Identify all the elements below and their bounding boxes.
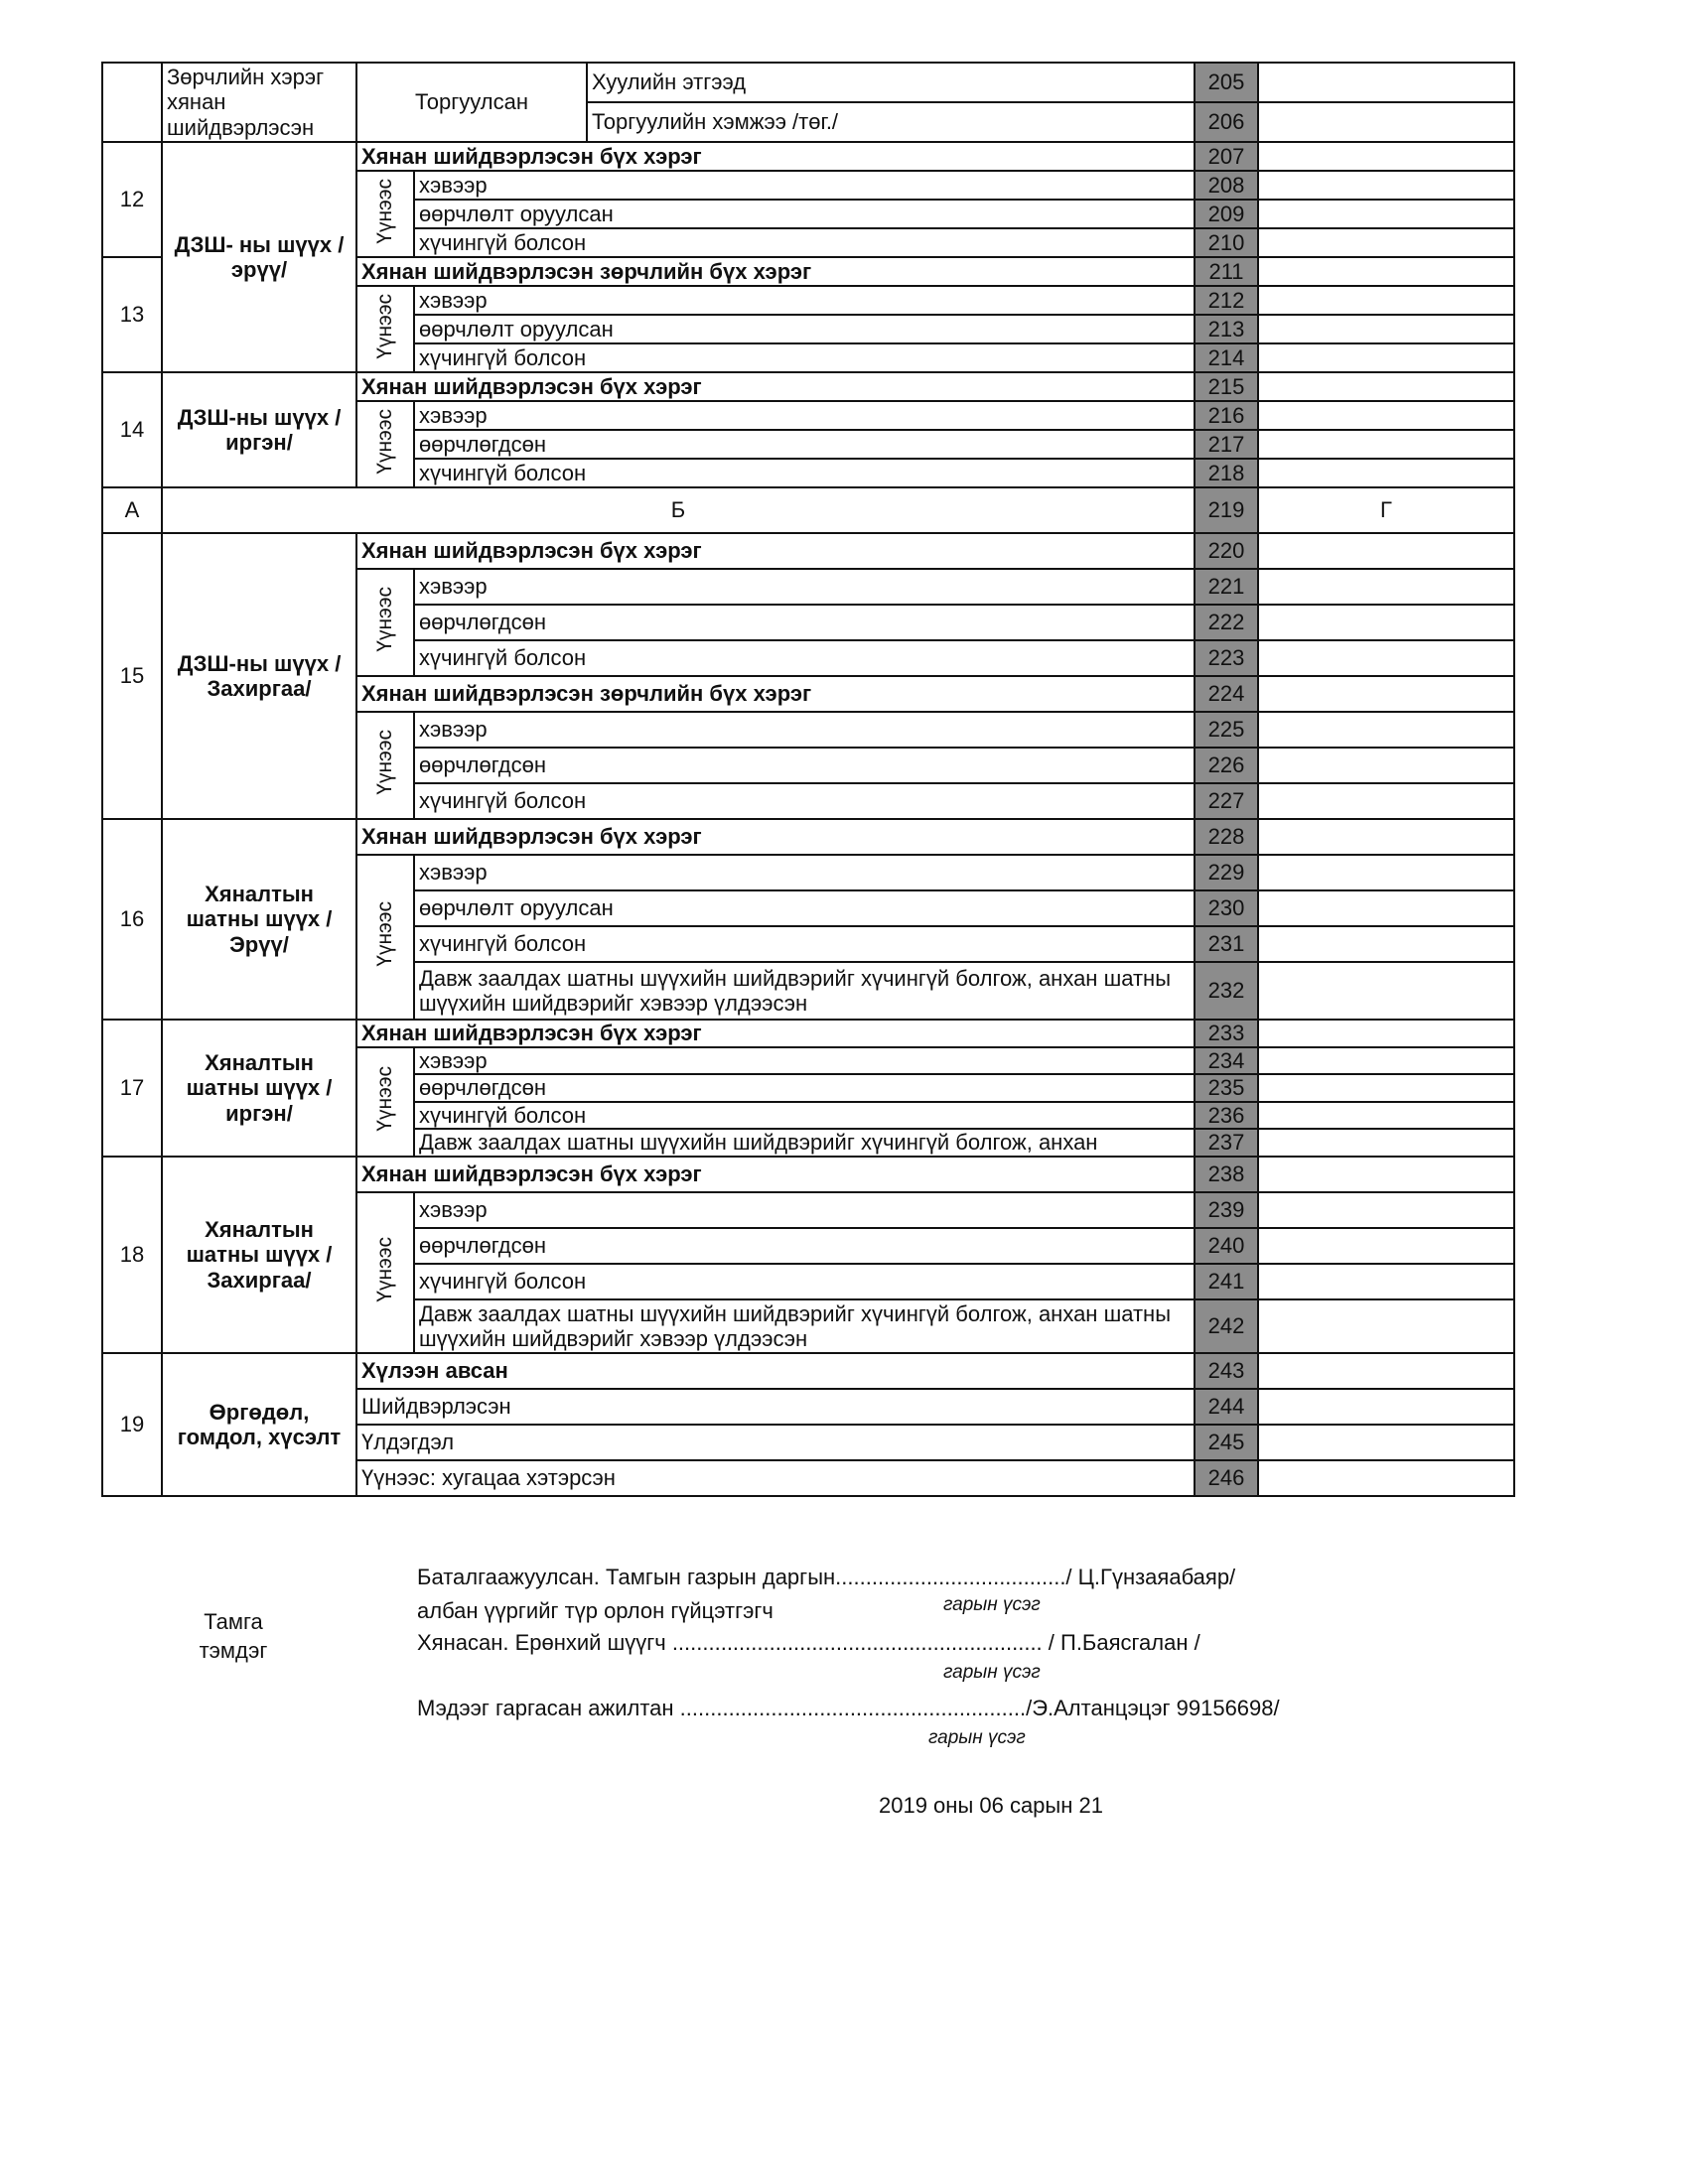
row-code: 241	[1195, 1264, 1258, 1299]
subgroup-label: Торгуулсан	[356, 63, 587, 142]
row-code: 230	[1195, 890, 1258, 926]
row-code: 209	[1195, 200, 1258, 228]
row-label: хэвээр	[414, 855, 1195, 890]
row-label: хэвээр	[414, 712, 1195, 748]
value-cell[interactable]	[1258, 855, 1514, 890]
section-title: ДЗШ-ны шүүх /иргэн/	[162, 372, 356, 487]
row-code: 220	[1195, 533, 1258, 569]
row-label: өөрчлөгдсөн	[414, 748, 1195, 783]
value-cell[interactable]	[1258, 257, 1514, 286]
value-cell[interactable]	[1258, 1264, 1514, 1299]
row-code: 227	[1195, 783, 1258, 819]
row-code: 226	[1195, 748, 1258, 783]
value-cell[interactable]	[1258, 286, 1514, 315]
row-number: 15	[102, 533, 162, 819]
row-label: Давж заалдах шатны шүүхийн шийдвэрийг хүчингүй болгож, анхан	[414, 1129, 1195, 1157]
header-g: Г	[1258, 487, 1514, 533]
row-code: 238	[1195, 1157, 1258, 1192]
row-code: 211	[1195, 257, 1258, 286]
row-label: Хянан шийдвэрлэсэн бүх хэрэг	[356, 533, 1195, 569]
row-label: өөрчлөгдсөн	[414, 1074, 1195, 1101]
section-title: Хяналтын шатны шүүх /иргэн/	[162, 1020, 356, 1157]
value-cell[interactable]	[1258, 748, 1514, 783]
row-code: 224	[1195, 676, 1258, 712]
group-label: Үүнээс	[356, 1192, 414, 1353]
value-cell[interactable]	[1258, 1157, 1514, 1192]
author-line: Мэдээг гаргасан ажилтан ........................................................./Э.Алтанцэцэг 99156698/	[417, 1696, 1280, 1720]
value-cell[interactable]	[1258, 1129, 1514, 1157]
value-cell[interactable]	[1258, 712, 1514, 748]
group-label: Үүнээс	[356, 569, 414, 676]
signature-caption: гарын үсэг	[943, 1662, 1041, 1683]
header-b: Б	[162, 487, 1195, 533]
value-cell[interactable]	[1258, 1460, 1514, 1496]
value-cell[interactable]	[1258, 1389, 1514, 1425]
row-label: хүчингүй болсон	[414, 783, 1195, 819]
value-cell[interactable]	[1258, 171, 1514, 200]
value-cell[interactable]	[1258, 343, 1514, 372]
row-label: Хянан шийдвэрлэсэн бүх хэрэг	[356, 1020, 1195, 1047]
value-cell[interactable]	[1258, 1047, 1514, 1074]
value-cell[interactable]	[1258, 569, 1514, 605]
section-title: ДЗШ-ны шүүх /Захиргаа/	[162, 533, 356, 819]
value-cell[interactable]	[1258, 1020, 1514, 1047]
row-code: 232	[1195, 962, 1258, 1020]
value-cell[interactable]	[1258, 640, 1514, 676]
value-cell[interactable]	[1258, 459, 1514, 487]
table-row	[102, 372, 1514, 401]
row-number: 16	[102, 819, 162, 1020]
signature-caption: гарын үсэг	[928, 1727, 1026, 1748]
row-label: хүчингүй болсон	[414, 343, 1195, 372]
table-row	[102, 1157, 1514, 1192]
value-cell[interactable]	[1258, 142, 1514, 171]
row-code: 216	[1195, 401, 1258, 430]
value-cell[interactable]	[1258, 102, 1514, 142]
row-label: өөрчлөгдсөн	[414, 1228, 1195, 1264]
row-code: 223	[1195, 640, 1258, 676]
row-code: 239	[1195, 1192, 1258, 1228]
row-code: 236	[1195, 1102, 1258, 1129]
row-label: Торгуулийн хэмжээ /төг./	[587, 102, 1195, 142]
section-title: Зөрчлийн хэрэг хянан шийдвэрлэсэн	[162, 63, 356, 142]
stamp-label: Тамга тэмдэг	[199, 1609, 268, 1663]
row-label: Үүнээс: хугацаа хэтэрсэн	[356, 1460, 1195, 1496]
row-label: хэвээр	[414, 1192, 1195, 1228]
section-title: Хяналтын шатны шүүх /Эрүү/	[162, 819, 356, 1020]
value-cell[interactable]	[1258, 430, 1514, 459]
row-code: 212	[1195, 286, 1258, 315]
row-code: 244	[1195, 1389, 1258, 1425]
row-code: 214	[1195, 343, 1258, 372]
row-label: Давж заалдах шатны шүүхийн шийдвэрийг хүчингүй болгож, анхан шатны шүүхийн шийдвэрийг хэвээр үлдээсэн	[414, 962, 1195, 1020]
approval-role-line: албан үүргийг түр орлон гүйцэтгэгч	[417, 1598, 774, 1623]
signature-caption: гарын үсэг	[943, 1594, 1041, 1615]
row-code: 228	[1195, 819, 1258, 855]
row-label: Шийдвэрлэсэн	[356, 1389, 1195, 1425]
value-cell[interactable]	[1258, 533, 1514, 569]
value-cell[interactable]	[1258, 1299, 1514, 1353]
approval-line: Баталгаажуулсан. Тамгын газрын даргын....................................../ Ц.Гүнзаяабаяр/	[417, 1565, 1236, 1589]
row-code: 221	[1195, 569, 1258, 605]
group-label: Үүнээс	[356, 712, 414, 819]
table-row	[102, 1353, 1514, 1389]
row-number: 19	[102, 1353, 162, 1496]
value-cell[interactable]	[1258, 1192, 1514, 1228]
report-table	[101, 62, 1515, 1497]
row-number: 14	[102, 372, 162, 487]
value-cell[interactable]	[1258, 401, 1514, 430]
row-label: өөрчлөлт оруулсан	[414, 200, 1195, 228]
row-label: өөрчлөгдсөн	[414, 430, 1195, 459]
group-label: Үүнээс	[356, 286, 414, 372]
row-label: хүчингүй болсон	[414, 640, 1195, 676]
value-cell[interactable]	[1258, 1074, 1514, 1101]
row-code: 242	[1195, 1299, 1258, 1353]
row-number: 13	[102, 257, 162, 372]
row-label: Хянан шийдвэрлэсэн бүх хэрэг	[356, 372, 1195, 401]
value-cell[interactable]	[1258, 315, 1514, 343]
section-title: ДЗШ- ны шүүх /эрүү/	[162, 142, 356, 372]
row-label: Хянан шийдвэрлэсэн бүх хэрэг	[356, 819, 1195, 855]
row-code: 246	[1195, 1460, 1258, 1496]
row-label: Хүлээн авсан	[356, 1353, 1195, 1389]
row-code: 222	[1195, 605, 1258, 640]
row-code: 217	[1195, 430, 1258, 459]
row-label: Хянан шийдвэрлэсэн зөрчлийн бүх хэрэг	[356, 257, 1195, 286]
section-title: Өргөдөл, гомдол, хүсэлт	[162, 1353, 356, 1496]
header-a: А	[102, 487, 162, 533]
reviewer-line: Хянасан. Ерөнхий шүүгч ............................................................. / П.Баясгалан /	[417, 1630, 1200, 1655]
row-label: хэвээр	[414, 1047, 1195, 1074]
row-label: Хянан шийдвэрлэсэн бүх хэрэг	[356, 1157, 1195, 1192]
row-label: өөрчлөлт оруулсан	[414, 890, 1195, 926]
row-code: 229	[1195, 855, 1258, 890]
row-label: Давж заалдах шатны шүүхийн шийдвэрийг хүчингүй болгож, анхан шатны шүүхийн шийдвэрийг хэвээр үлдээсэн	[414, 1299, 1195, 1353]
value-cell[interactable]	[1258, 200, 1514, 228]
row-code: 210	[1195, 228, 1258, 257]
table-row	[102, 819, 1514, 855]
row-code: 233	[1195, 1020, 1258, 1047]
value-cell[interactable]	[1258, 676, 1514, 712]
table-row	[102, 142, 1514, 171]
table-row	[102, 63, 1514, 102]
group-label: Үүнээс	[356, 855, 414, 1020]
row-code: 219	[1195, 487, 1258, 533]
row-code: 225	[1195, 712, 1258, 748]
row-code: 243	[1195, 1353, 1258, 1389]
value-cell[interactable]	[1258, 890, 1514, 926]
row-code: 240	[1195, 1228, 1258, 1264]
row-number: 12	[102, 142, 162, 257]
row-label: Үлдэгдэл	[356, 1425, 1195, 1460]
table-row	[102, 1020, 1514, 1047]
row-code: 218	[1195, 459, 1258, 487]
row-label: хэвээр	[414, 569, 1195, 605]
row-label: хүчингүй болсон	[414, 1264, 1195, 1299]
row-number: 17	[102, 1020, 162, 1157]
value-cell[interactable]	[1258, 1102, 1514, 1129]
row-code: 231	[1195, 926, 1258, 962]
row-label: Хуулийн этгээд	[587, 63, 1195, 102]
row-code: 207	[1195, 142, 1258, 171]
row-code: 213	[1195, 315, 1258, 343]
row-code: 205	[1195, 63, 1258, 102]
row-code: 208	[1195, 171, 1258, 200]
row-number: 18	[102, 1157, 162, 1353]
row-label: Хянан шийдвэрлэсэн бүх хэрэг	[356, 142, 1195, 171]
report-date: 2019 оны 06 сарын 21	[879, 1793, 1103, 1818]
value-cell[interactable]	[1258, 1425, 1514, 1460]
row-label: хэвээр	[414, 171, 1195, 200]
row-label: хүчингүй болсон	[414, 1102, 1195, 1129]
value-cell[interactable]	[1258, 63, 1514, 102]
row-code: 245	[1195, 1425, 1258, 1460]
table-row	[102, 533, 1514, 569]
row-label: хүчингүй болсон	[414, 926, 1195, 962]
value-cell[interactable]	[1258, 926, 1514, 962]
group-label: Үүнээс	[356, 1047, 414, 1157]
value-cell[interactable]	[1258, 819, 1514, 855]
value-cell[interactable]	[1258, 783, 1514, 819]
value-cell[interactable]	[1258, 962, 1514, 1020]
row-label: хүчингүй болсон	[414, 459, 1195, 487]
value-cell[interactable]	[1258, 605, 1514, 640]
row-code: 215	[1195, 372, 1258, 401]
row-code: 234	[1195, 1047, 1258, 1074]
group-label: Үүнээс	[356, 171, 414, 257]
group-label: Үүнээс	[356, 401, 414, 487]
row-label: хүчингүй болсон	[414, 228, 1195, 257]
section-title: Хяналтын шатны шүүх /Захиргаа/	[162, 1157, 356, 1353]
column-header-row	[102, 487, 1514, 533]
value-cell[interactable]	[1258, 1353, 1514, 1389]
row-code: 237	[1195, 1129, 1258, 1157]
row-label: хэвээр	[414, 401, 1195, 430]
row-label: хэвээр	[414, 286, 1195, 315]
row-label: өөрчлөгдсөн	[414, 605, 1195, 640]
row-code: 206	[1195, 102, 1258, 142]
row-number	[102, 63, 162, 142]
row-label: Хянан шийдвэрлэсэн зөрчлийн бүх хэрэг	[356, 676, 1195, 712]
row-code: 235	[1195, 1074, 1258, 1101]
value-cell[interactable]	[1258, 372, 1514, 401]
row-label: өөрчлөлт оруулсан	[414, 315, 1195, 343]
value-cell[interactable]	[1258, 1228, 1514, 1264]
value-cell[interactable]	[1258, 228, 1514, 257]
